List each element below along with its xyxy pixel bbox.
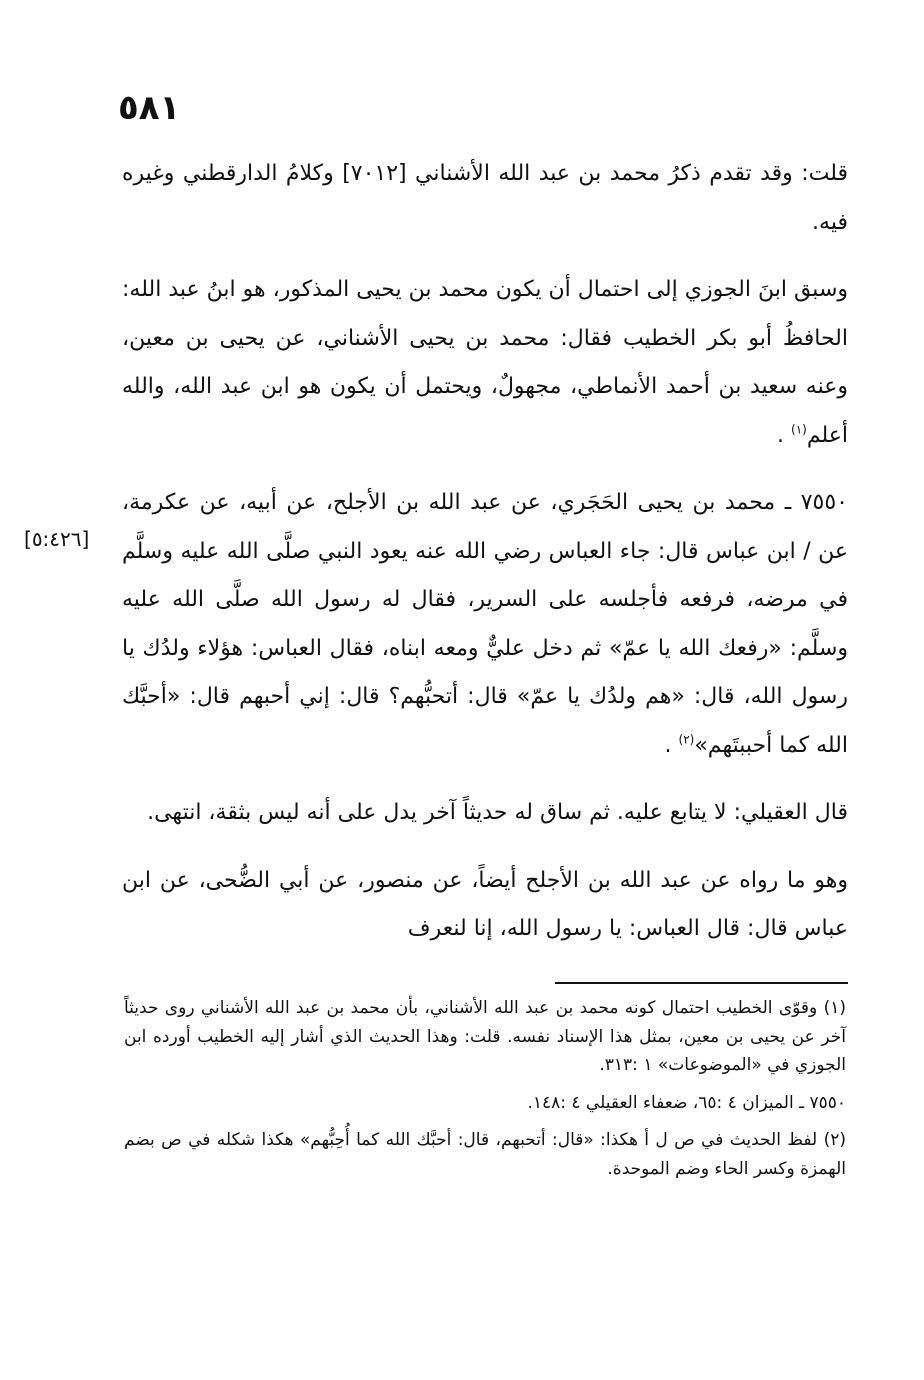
margin-reference: [٥:٤٢٦] — [24, 527, 90, 551]
footnote-2: (٢) لفظ الحديث في ص ل أ هكذا: «قال: أتحبهم، قال: أحبَّك الله كما أُحِبُّهم» هكذا شكله في ص بضم الهمزة وكسر الحاء وضم الموحدة. — [124, 1130, 846, 1179]
main-text — [122, 150, 848, 954]
source-reference: ٧٥٥٠ ـ الميزان ٤ :٦٥، ضعفاء العقيلي ٤ :١٤٨. — [527, 1092, 846, 1113]
paragraph-2-end: . — [777, 422, 784, 448]
paragraph-4: قال العقيلي: لا يتابع عليه. ثم ساق له حديثاً آخر يدل على أنه ليس بثقة، انتهى. — [147, 800, 848, 825]
paragraph-2-text: وسبق ابنَ الجوزي إلى احتمال أن يكون محمد بن يحيى المذكور، هو ابنُ عبد الله: الحافظُ أبو بكر الخطيب فقال: محمد بن يحيى الأشناني، عن يحيى بن معين، وعنه سعيد بن أحمد الأنماطي، مجهولٌ، ويحتمل أن يكون هو ابن عبد الله، والله أعلم — [122, 277, 848, 448]
entry-7550-end: . — [664, 732, 672, 758]
paragraph-2 — [122, 266, 848, 460]
entry-7550 — [122, 479, 848, 770]
paragraph-5: وهو ما رواه عن عبد الله بن الأجلح أيضاً، عن منصور، عن أبي الضُّحى، عن ابن عباس قال: قال العباس: يا رسول الله، إنا لنعرف — [122, 867, 848, 941]
footnote-1: (١) وقوّى الخطيب احتمال كونه محمد بن عبد الله الأشناني، بأن محمد بن عبد الله الأشناني روى حديثاً آخر عن يحيى بن معين، بمثل هذا الإسناد نفسه. قلت: وهذا الحديث الذي أشار إليه الخطيب أورده ابن الجوزي في «الموضوعات» ١ :٣١٣. — [124, 998, 846, 1075]
footnote-marker-2: (٢) — [678, 732, 695, 747]
footnote-separator — [555, 982, 848, 984]
paragraph-1: قلت: وقد تقدم ذكرُ محمد بن عبد الله الأشناني [٧٠١٢] وكلامُ الدارقطني وغيره فيه. — [122, 161, 849, 235]
entry-7550-text: ٧٥٥٠ ـ محمد بن يحيى الحَجَري، عن عبد الله بن الأجلح، عن أبيه، عن عكرمة، عن / ابن عباس قال: جاء العباس رضي الله عنه يعود النبي صلَّى الله عليه وسلَّم في مرضه، فرفعه فأجلسه على السرير، فقال له رسول الله صلَّى الله عليه وسلَّم: «رفعك الله يا عمّ» ثم دخل عليٌّ ومعه ابناه، فقال العباس: هؤلاء ولدُك يا رسول الله، قال: «هم ولدُك يا عمّ» قال: أتحبُّهم؟ قال: إني أحبهم قال: «أحبَّك الله كما أحببتَهم» — [122, 490, 848, 758]
footnote-marker-1: (١) — [791, 422, 807, 437]
footnotes — [124, 994, 846, 1183]
page-number: ٥٨١ — [118, 88, 181, 128]
